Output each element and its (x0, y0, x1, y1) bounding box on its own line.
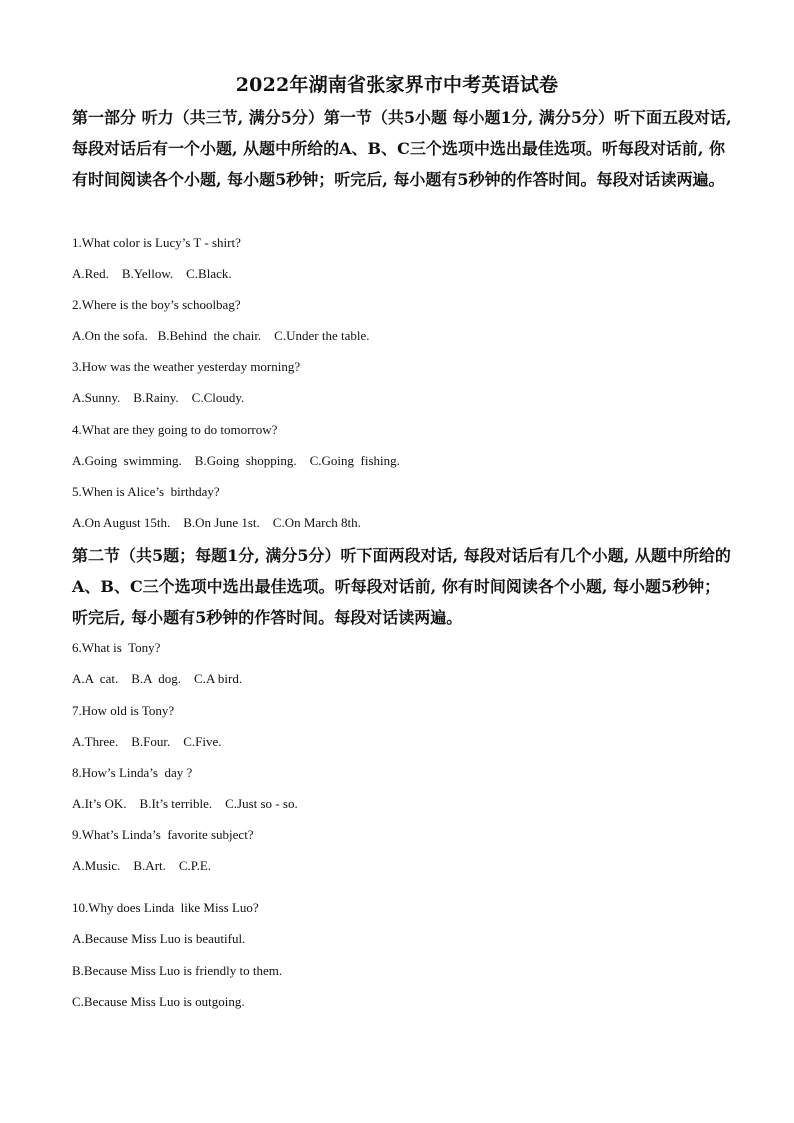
options-8: A.It’s OK. B.It’s terrible. C.Just so - so. (72, 796, 298, 811)
question-7: 7.How old is Tony? (72, 703, 175, 718)
page-title: 2022年湖南省张家界市中考英语试卷 (235, 74, 559, 96)
question-10: 10.Why does Linda like Miss Luo? (72, 900, 259, 915)
question-5: 5.When is Alice’s birthday? (72, 484, 220, 499)
option-10-a: A.Because Miss Luo is beautiful. (72, 931, 246, 946)
question-8: 8.How’s Linda’s day ? (72, 765, 193, 780)
options-3: A.Sunny. B.Rainy. C.Cloudy. (72, 390, 245, 405)
option-10-b: B.Because Miss Luo is friendly to them. (72, 963, 283, 978)
question-4: 4.What are they going to do tomorrow? (72, 422, 278, 437)
question-6: 6.What is Tony? (72, 640, 161, 655)
question-9: 9.What’s Linda’s favorite subject? (72, 827, 254, 842)
options-9: A.Music. B.Art. C.P.E. (72, 858, 212, 873)
options-1: A.Red. B.Yellow. C.Black. (72, 266, 232, 281)
options-7: A.Three. B.Four. C.Five. (72, 734, 222, 749)
question-2: 2.Where is the boy’s schoolbag? (72, 297, 241, 312)
option-10-c: C.Because Miss Luo is outgoing. (72, 994, 245, 1009)
section-2-instructions: 第二节（共5题；每题1分, 满分5分）听下面两段对话, 每段对话后有几个小题, 从题中所给的A、B、C三个选项中选出最佳选项。听每段对话前, 你有时间阅读各个小题, 每小题5秒钟；听完后, 每小题有5秒钟的作答时间。每段对话读两遍。 (72, 546, 731, 627)
options-4: A.Going swimming. B.Going shopping. C.Going fishing. (72, 453, 400, 468)
question-3: 3.How was the weather yesterday morning? (72, 359, 301, 374)
options-5: A.On August 15th. B.On June 1st. C.On March 8th. (72, 515, 361, 530)
section-1-instructions: 第一部分 听力（共三节, 满分5分）第一节（共5小题 每小题1分, 满分5分）听下面五段对话, 每段对话后有一个小题, 从题中所给的A、B、C三个选项中选出最佳选项。听每段对话前, 你有时间阅读各个小题, 每小题5秒钟；听完后, 每小题有5秒钟的作答时间。每段对话读两遍。 (72, 108, 732, 189)
options-2: A.On the sofa. B.Behind the chair. C.Under the table. (72, 328, 370, 343)
options-6: A.A cat. B.A dog. C.A bird. (72, 671, 243, 686)
question-1: 1.What color is Lucy’s T - shirt? (72, 235, 241, 250)
